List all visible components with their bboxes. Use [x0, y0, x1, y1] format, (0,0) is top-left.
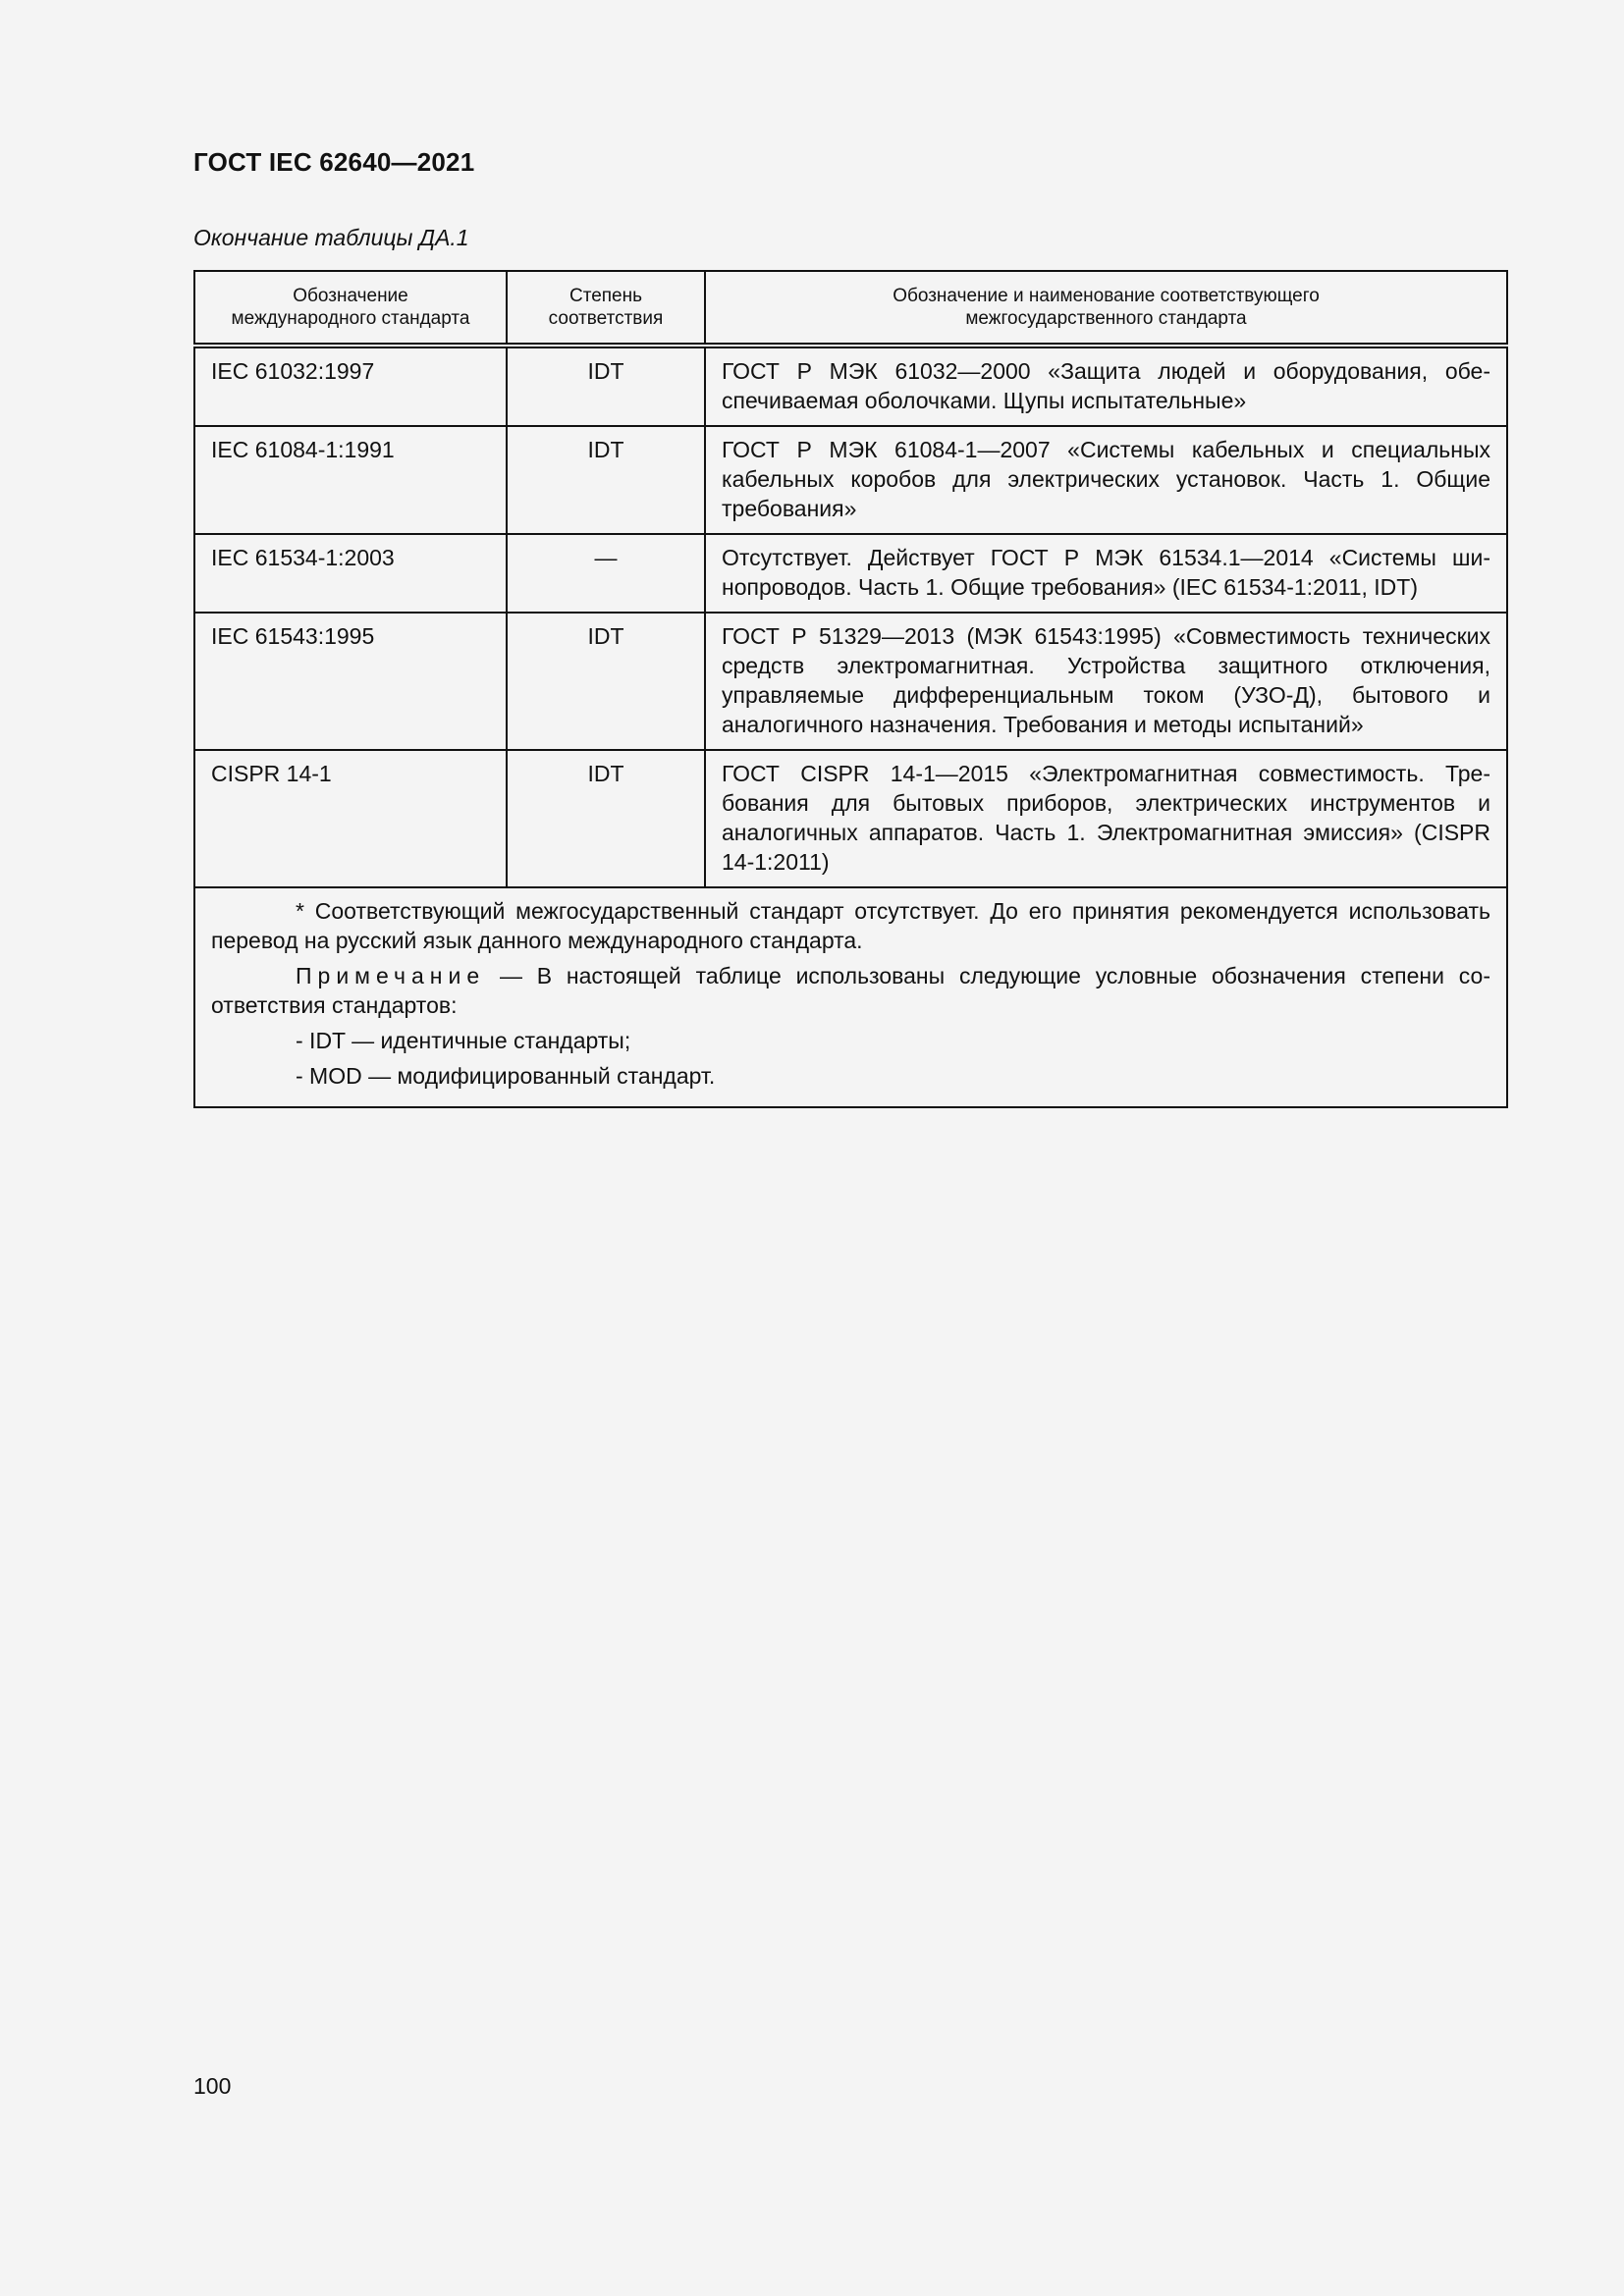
list-item: - IDT — идентичные стандарты; — [296, 1028, 631, 1053]
header-interstate-standard — [705, 271, 1507, 346]
cell-intl-standard: IEC 61084-1:1991 — [194, 426, 507, 534]
cell-degree: IDT — [507, 426, 705, 534]
cell-degree: IDT — [507, 613, 705, 750]
table-row — [194, 426, 1507, 534]
note-list — [211, 1026, 1490, 1091]
header-line: межгосударственного стандарта — [965, 308, 1247, 329]
cell-interstate-standard: ГОСТ CISPR 14-1—2015 «Электромагнитная совместимость. Требования для бытовых приборов, электрических инструментов и аналогичных аппаратов. Часть 1. Электромагнитная эмиссия» (CISPR 14-1:2011) — [705, 750, 1507, 887]
cell-degree: IDT — [507, 346, 705, 426]
table-notes — [194, 887, 1507, 1107]
footnote: * Соответствующий межгосударственный стандарт отсутствует. До его принятия рекомендуется использовать перевод на русский язык данного международного стандарта. — [211, 898, 1490, 953]
cell-interstate-standard: ГОСТ Р МЭК 61032—2000 «Защита людей и оборудования, обеспечиваемая оболочками. Щупы испытательные» — [705, 346, 1507, 426]
cell-degree: — — [507, 534, 705, 613]
cell-interstate-standard: ГОСТ Р МЭК 61084-1—2007 «Системы кабельных и специальных кабельных коробов для электрических установок. Часть 1. Общие требования» — [705, 426, 1507, 534]
cell-intl-standard: IEC 61032:1997 — [194, 346, 507, 426]
cell-intl-standard: IEC 61534-1:2003 — [194, 534, 507, 613]
table-header-row — [194, 271, 1507, 346]
header-line: Обозначение — [293, 286, 408, 306]
table-row — [194, 346, 1507, 426]
note-label: Примечание — [296, 963, 486, 988]
header-line: международного стандарта — [231, 308, 470, 329]
cell-intl-standard: CISPR 14-1 — [194, 750, 507, 887]
header-degree — [507, 271, 705, 346]
cell-interstate-standard: Отсутствует. Действует ГОСТ Р МЭК 61534.1—2014 «Системы шинопроводов. Часть 1. Общие требования» (IEC 61534-1:2011, IDT) — [705, 534, 1507, 613]
correspondence-table — [193, 270, 1508, 1108]
header-line: соответствия — [548, 308, 664, 329]
table-footer-row — [194, 887, 1507, 1107]
table-row — [194, 750, 1507, 887]
cell-intl-standard: IEC 61543:1995 — [194, 613, 507, 750]
header-line: Обозначение и наименование соответствующего — [893, 286, 1320, 306]
page-number: 100 — [193, 2073, 232, 2099]
document-title: ГОСТ IEC 62640—2021 — [193, 147, 475, 177]
cell-degree: IDT — [507, 750, 705, 887]
note-text: — В настоящей таблице использованы следующие условные обозначения степени соответствия стандартов: — [211, 963, 1490, 1018]
list-item: - MOD — модифицированный стандарт. — [296, 1063, 716, 1089]
header-line: Степень — [568, 286, 643, 306]
header-intl-standard — [194, 271, 507, 346]
table-row — [194, 613, 1507, 750]
table-row — [194, 534, 1507, 613]
note — [211, 961, 1490, 1020]
cell-interstate-standard: ГОСТ Р 51329—2013 (МЭК 61543:1995) «Совместимость технических средств электромагнитная. Устройства защитного отключения, управляемые дифференциальным током (УЗО-Д), бытового и аналогичного назначения. Требования и методы испытаний» — [705, 613, 1507, 750]
table-caption: Окончание таблицы ДА.1 — [193, 225, 469, 250]
